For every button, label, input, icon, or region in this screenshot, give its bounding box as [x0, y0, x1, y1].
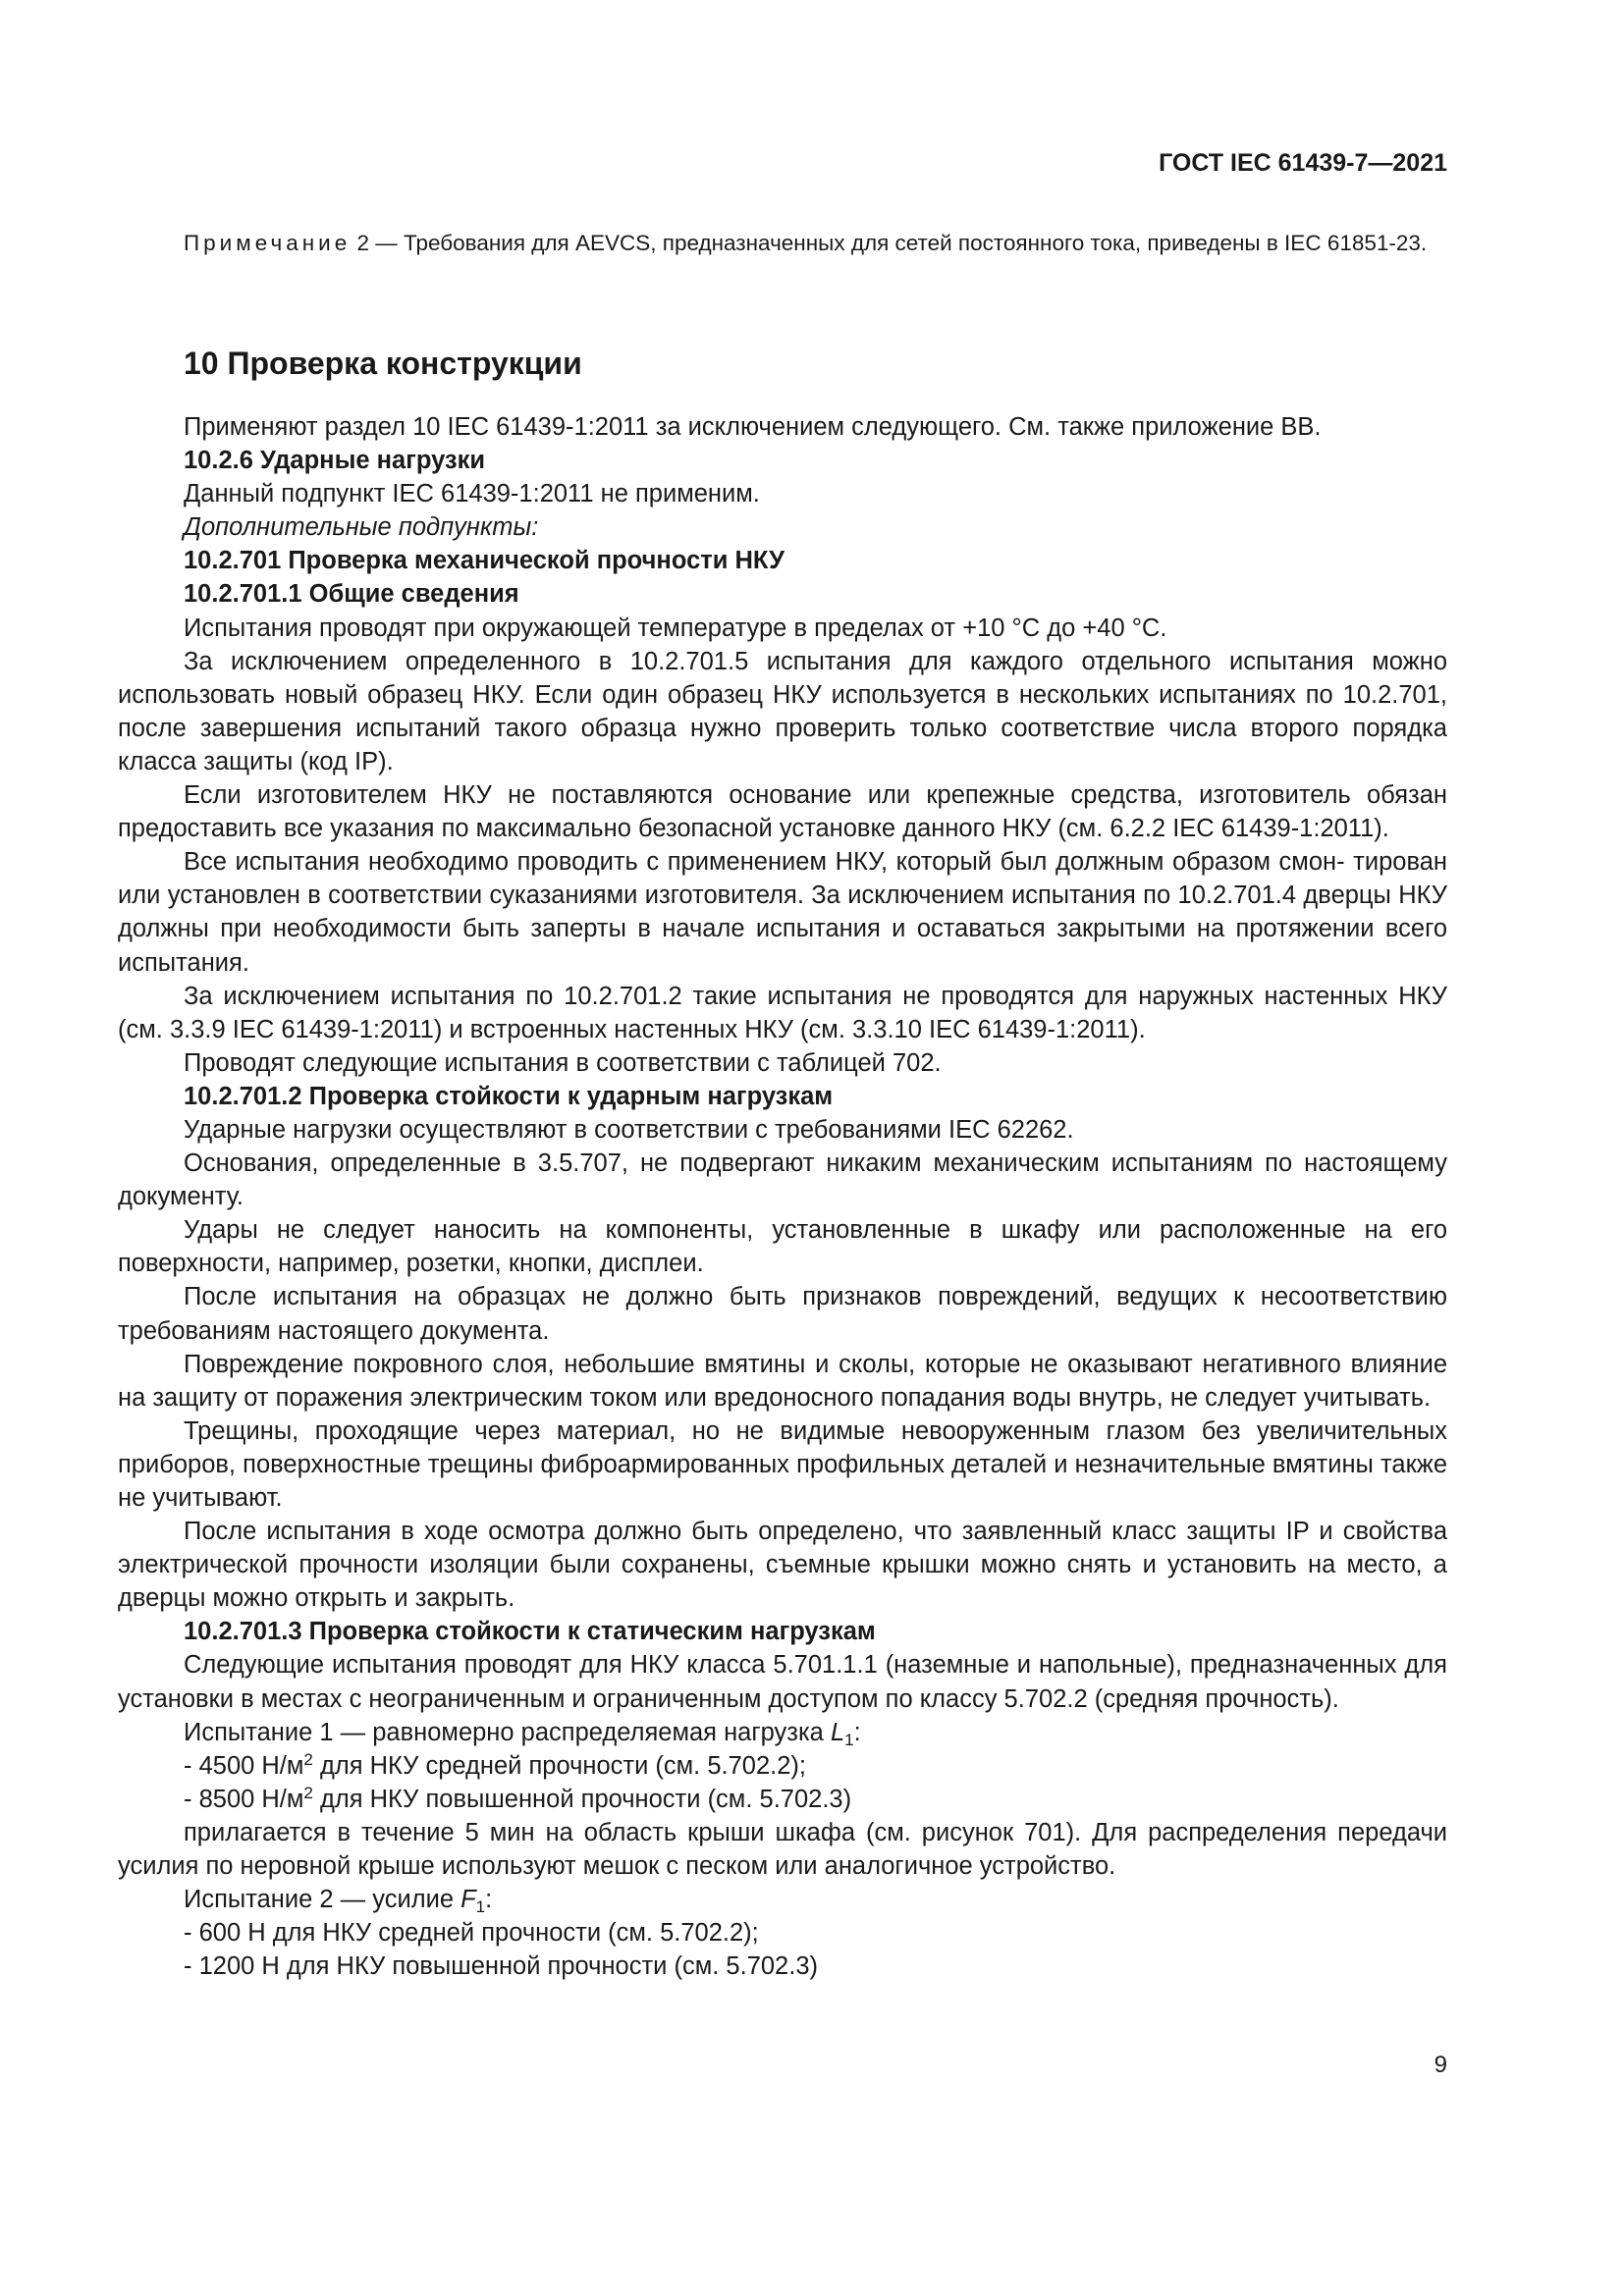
- paragraph: После испытания в ходе осмотра должно быть определено, что заявленный класс защиты IP и свойства электрической прочности изоляции были сохранены, съемные крышки можно снять и установить на место, а дверцы можно открыть и закрыть.: [118, 1518, 1447, 1613]
- subsection-heading-10-2-6: 10.2.6 Ударные нагрузки: [184, 447, 486, 475]
- paragraph: Основания, определенные в 3.5.707, не подвергают никаким механическим испытаниям по настоящему документу.: [118, 1149, 1447, 1211]
- paragraph: После испытания на образцах не должно быть признаков повреждений, ведущих к несоответствию требованиям настоящего документа.: [118, 1283, 1447, 1345]
- paragraph: Испытания проводят при окружающей температуре в пределах от +10 °С до +40 °С.: [184, 614, 1167, 642]
- list-item: - 600 Н для НКУ средней прочности (см. 5.702.2);: [184, 1919, 759, 1948]
- note-label: Примечание: [184, 231, 352, 255]
- paragraph: Ударные нагрузки осуществляют в соответствии с требованиями IEC 62262.: [184, 1115, 1074, 1144]
- paragraph: Данный подпункт IEC 61439-1:2011 не применим.: [184, 480, 760, 508]
- subsection-heading-10-2-701-2: 10.2.701.2 Проверка стойкости к ударным нагрузкам: [184, 1082, 834, 1110]
- paragraph: Удары не следует наносить на компоненты, установленные в шкафу или расположенные на его поверхности, например, розетки, кнопки, дисплеи.: [118, 1216, 1447, 1278]
- paragraph: Применяют раздел 10 IEC 61439-1:2011 за исключением следующего. См. также приложение ВВ.: [184, 413, 1322, 441]
- paragraph: За исключением определенного в 10.2.701.5 испытания для каждого отдельного испытания можно использовать новый образец НКУ. Если один образец НКУ используется в нескольких испытаниях по 10.2.701, после завершения испытаний такого образца нужно проверить только соответствие числа второго порядка класса защиты (код IP).: [118, 647, 1447, 775]
- note-2: [118, 228, 1447, 259]
- subsection-heading-10-2-701: 10.2.701 Проверка механической прочности НКУ: [184, 547, 785, 575]
- paragraph: Проводят следующие испытания в соответствии с таблицей 702.: [184, 1048, 942, 1077]
- paragraph: За исключением испытания по 10.2.701.2 такие испытания не проводятся для наружных настенных НКУ (см. 3.3.9 IEC 61439-1:2011) и встроенных настенных НКУ (см. 3.3.10 IEC 61439-1:2011).: [118, 982, 1447, 1043]
- subsection-heading-10-2-701-1: 10.2.701.1 Общие сведения: [184, 580, 519, 609]
- italic-note: Дополнительные подпункты:: [184, 513, 539, 542]
- test-2-line: Испытание 2 — усилие $F_1$:: [184, 1886, 493, 1917]
- subsection-heading-10-2-701-3: 10.2.701.3 Проверка стойкости к статическим нагрузкам: [184, 1618, 876, 1646]
- section-title: 10 Проверка конструкции: [184, 346, 582, 381]
- paragraph: Все испытания необходимо проводить с применением НКУ, который был должным образом смон- тирован или установлен в соответствии суказаниями изготовителя. За исключением испытания по 10.2.701.4 дверцы НКУ должны при необходимости быть заперты в начале испытания и оставаться закрытыми на протяжении всего испытания.: [118, 848, 1447, 977]
- note-text: 2 — Требования для AEVCS, предназначенных для сетей постоянного тока, приведены в IEC 61851-23.: [351, 231, 1428, 255]
- paragraph: прилагается в течение 5 мин на область крыши шкафа (см. рисунок 701). Для распределения передачи усилия по неровной крыше используют мешок с песком или аналогичное устройство.: [118, 1818, 1447, 1881]
- load-symbol: L: [830, 1718, 845, 1746]
- page-number: 9: [1434, 2052, 1447, 2078]
- section-body: [118, 410, 1447, 1983]
- test-1-line: Испытание 1 — равномерно распределяемая нагрузка $L_1$:: [184, 1718, 861, 1749]
- list-item: - 1200 Н для НКУ повышенной прочности (см. 5.702.3): [184, 1952, 818, 1981]
- document-code-header: ГОСТ IEC 61439-7—2021: [1159, 149, 1447, 177]
- paragraph: Следующие испытания проводят для НКУ класса 5.701.1.1 (наземные и напольные), предназначенных для установки в местах с неограниченным и ограниченным доступом по классу 5.702.2 (средняя прочность).: [118, 1651, 1447, 1713]
- list-item: - 4500 $Н/м^2$ для НКУ средней прочности (см. 5.702.2);: [184, 1749, 807, 1780]
- list-item: - 8500 $Н/м^2$ для НКУ повышенной прочности (см. 5.702.3): [184, 1783, 852, 1813]
- paragraph: Трещины, проходящие через материал, но не видимые невооруженным глазом без увеличительных приборов, поверхностные трещины фиброармированных профильных деталей и незначительные вмятины также не учитывают.: [118, 1416, 1447, 1512]
- paragraph: Повреждение покровного слоя, небольшие вмятины и сколы, которые не оказывают негативного влияние на защиту от поражения электрическим током или вредоносного попадания воды внутрь, не следует учитывать.: [118, 1350, 1447, 1412]
- paragraph: Если изготовителем НКУ не поставляются основание или крепежные средства, изготовитель обязан предоставить все указания по максимально безопасной установке данного НКУ (см. 6.2.2 IEC 61439-1:2011).: [118, 781, 1447, 843]
- force-symbol: F: [460, 1886, 476, 1914]
